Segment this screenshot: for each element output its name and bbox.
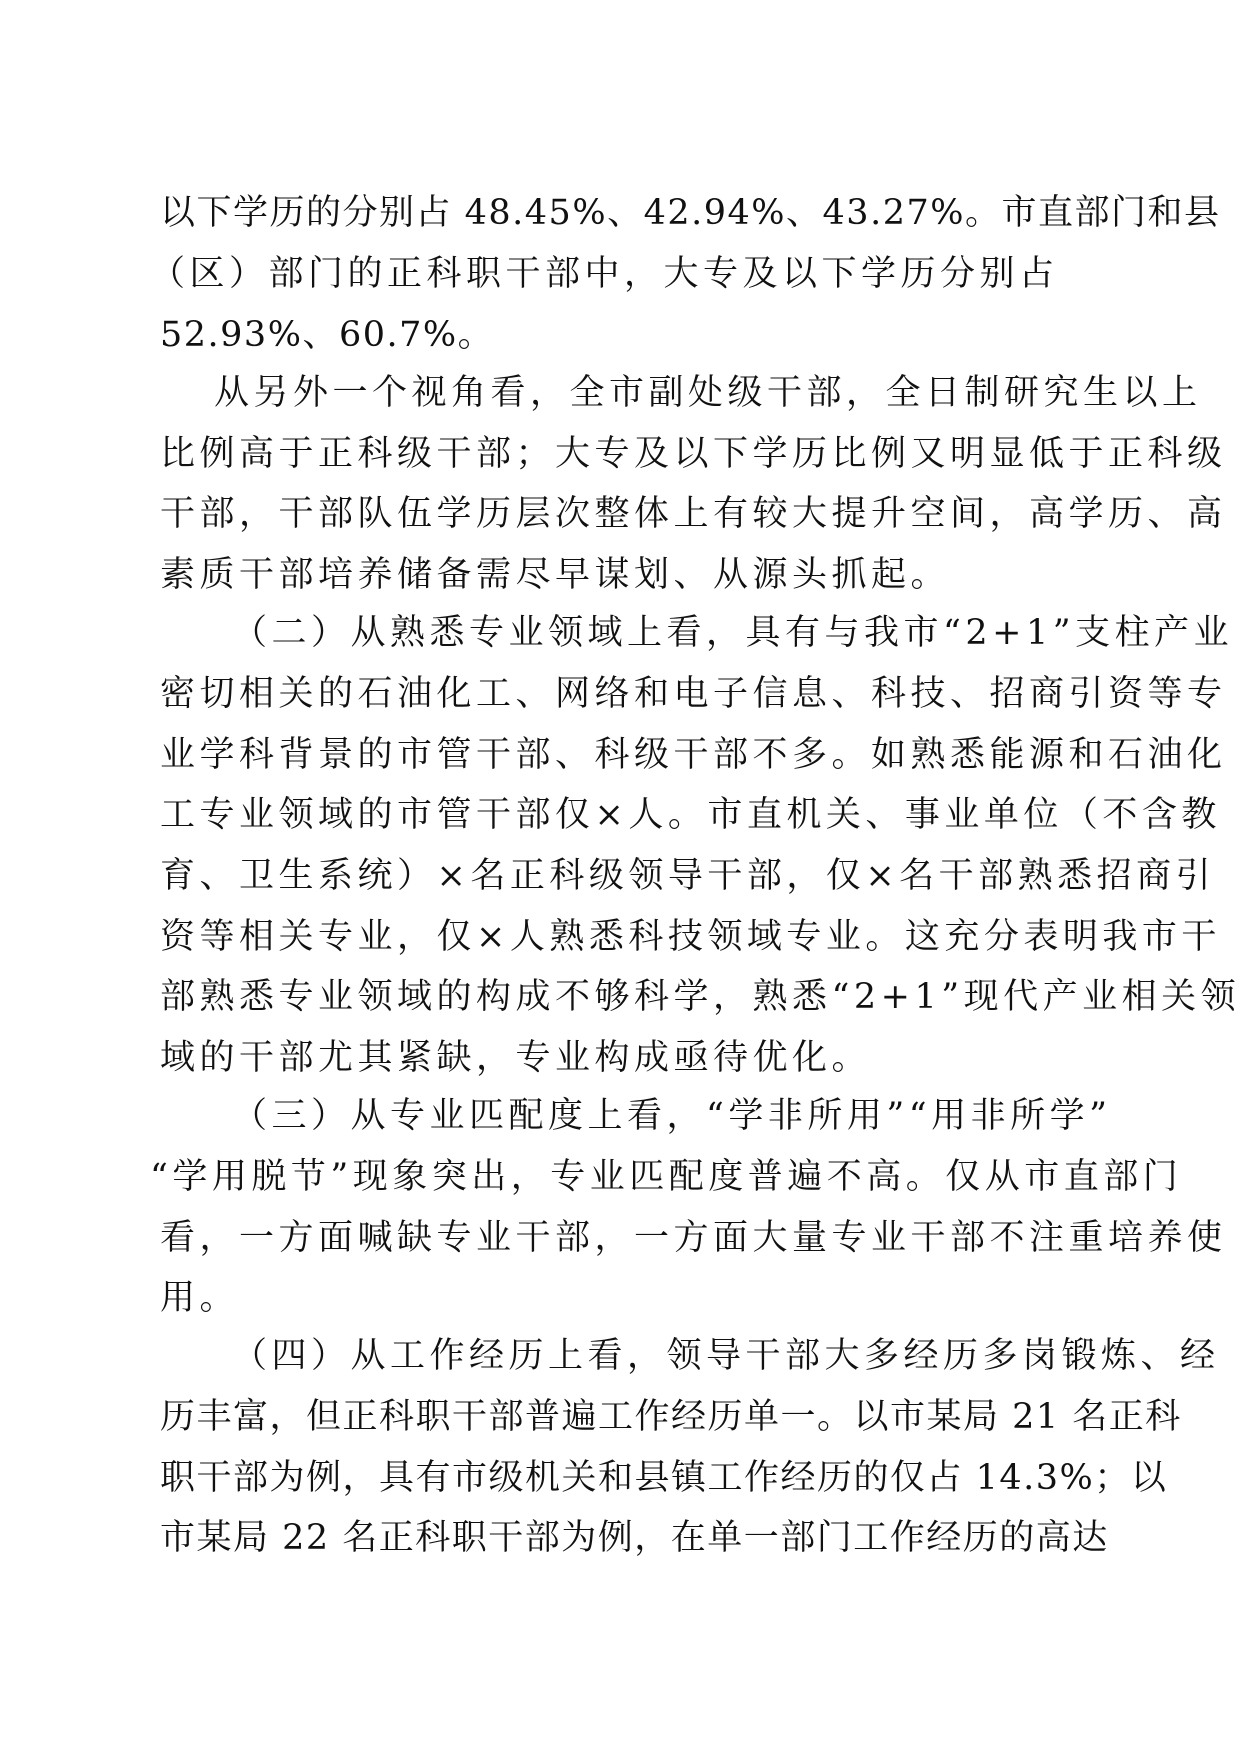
text-line: 职干部为例，具有市级机关和县镇工作经历的仅占 14.3%；以 (160, 1458, 1168, 1498)
text-line: 素质干部培养储备需尽早谋划、从源头抓起。 (160, 555, 951, 595)
text-line: 市某局 22 名正科职干部为例，在单一部门工作经历的高达 (160, 1518, 1109, 1558)
text-line: 干部，干部队伍学历层次整体上有较大提升空间，高学历、高 (160, 494, 1227, 534)
paragraph-start: 从另外一个视角看，全市副处级干部，全日制研究生以上 (214, 373, 1202, 413)
text-line: 用。 (160, 1278, 240, 1318)
text-line: 业学科背景的市管干部、科级干部不多。如熟悉能源和石油化 (160, 735, 1227, 775)
section-heading-3: （三）从专业匹配度上看，“学非所用”“用非所学” (232, 1096, 1112, 1136)
text-line: 52.93%、60.7%。 (160, 315, 495, 355)
text-line: 历丰富，但正科职干部普遍工作经历单一。以市某局 21 名正科 (160, 1397, 1182, 1437)
text-line: （区）部门的正科职干部中，大专及以下学历分别占 (150, 254, 1059, 294)
text-line: 资等相关专业，仅×人熟悉科技领域专业。这充分表明我市干 (160, 917, 1221, 957)
text-line: 域的干部尤其紧缺，专业构成亟待优化。 (160, 1038, 872, 1078)
text-line: 比例高于正科级干部；大专及以下学历比例又明显低于正科级 (160, 434, 1227, 474)
section-heading-4: （四）从工作经历上看，领导干部大多经历多岗锻炼、经 (232, 1336, 1220, 1376)
section-heading-2: （二）从熟悉专业领域上看，具有与我市“2+1”支柱产业 (232, 613, 1234, 653)
text-line: 育、卫生系统）×名正科级领导干部，仅×名干部熟悉招商引 (160, 856, 1216, 896)
text-line: 看，一方面喊缺专业干部，一方面大量专业干部不注重培养使 (160, 1218, 1227, 1258)
text-line: 工专业领域的市管干部仅×人。市直机关、事业单位（不含教 (160, 795, 1221, 835)
text-line: 部熟悉专业领域的构成不够科学，熟悉“2+1”现代产业相关领 (160, 977, 1240, 1017)
text-line: 以下学历的分别占 48.45%、42.94%、43.27%。市直部门和县 (160, 193, 1221, 233)
text-line: “学用脱节”现象突出，专业匹配度普遍不高。仅从市直部门 (150, 1157, 1183, 1197)
text-line: 密切相关的石油化工、网络和电子信息、科技、招商引资等专 (160, 674, 1227, 714)
